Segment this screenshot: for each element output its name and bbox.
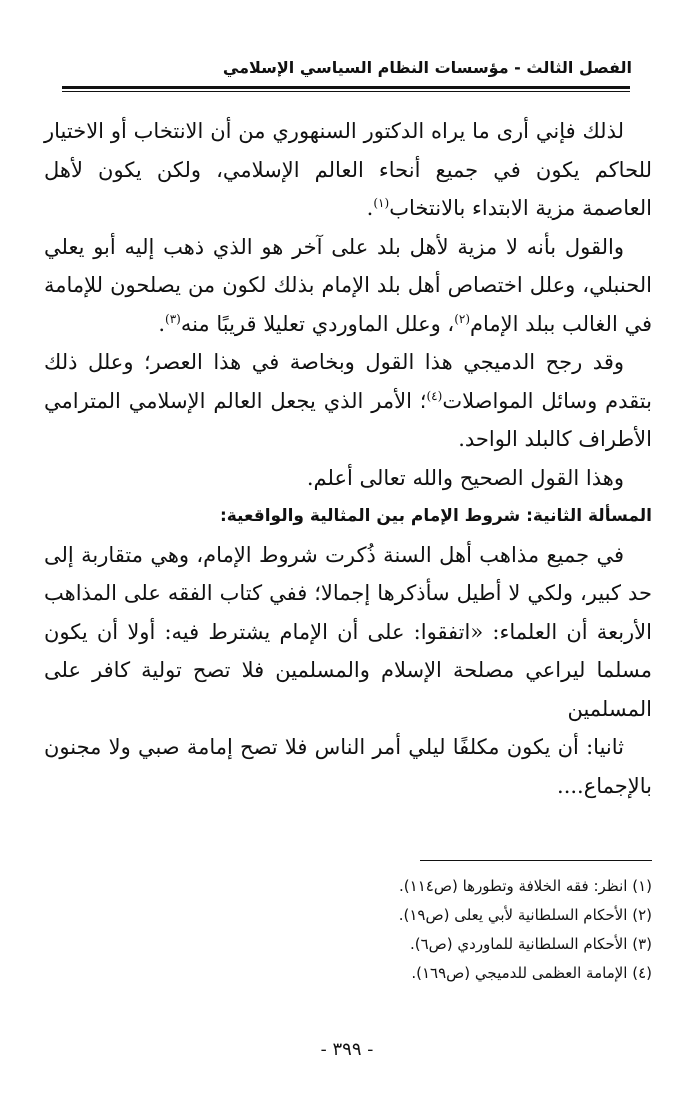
footnotes: [44, 872, 652, 988]
footnote-ref-2: (٢): [454, 311, 471, 326]
footnote-ref-4: (٤): [426, 388, 443, 403]
main-text: [44, 112, 652, 805]
header-rule-thin: [62, 91, 630, 92]
header-rule-thick: [62, 86, 630, 89]
running-header: الفصل الثالث - مؤسسات النظام السياسي الإسلامي: [222, 58, 632, 77]
footnote-ref-3: (٣): [165, 311, 181, 326]
paragraph-2: والقول بأنه لا مزية لأهل بلد على آخر هو الذي ذهب إليه أبو يعلي الحنبلي، وعلل اختصاص أهل بلد الإمام بذلك لكون من يصلحون للإمامة في الغالب ببلد الإمام$^{(٢)}$، وعلل الماوردي تعليلا قريبًا منه$^{(٣)}$.: [44, 234, 652, 336]
footnote-ref-1: (١): [373, 196, 390, 210]
footnote-4: (٤) الإمامة العظمى للدميجي (ص١٦٩).: [411, 964, 652, 982]
paragraph-4: وهذا القول الصحيح والله تعالى أعلم.: [306, 465, 624, 490]
section-heading: المسألة الثانية: شروط الإمام بين المثالية والواقعية:: [219, 506, 652, 526]
footnote-separator: [420, 860, 652, 861]
paragraph-6: ثانيا: أن يكون مكلفًا ليلي أمر الناس فلا تصح إمامة صبي ولا مجنون بالإجماع....: [44, 735, 652, 798]
paragraph-3: وقد رجح الدميجي هذا القول وبخاصة في هذا العصر؛ وعلل ذلك بتقدم وسائل المواصلات$^{(٤)}$؛ الأمر الذي يجعل العالم الإسلامي المترامي الأطراف كالبلد الواحد.: [44, 350, 652, 451]
footnote-3: (٣) الأحكام السلطانية للماوردي (ص٦).: [409, 935, 652, 953]
footnote-2: (٢) الأحكام السلطانية لأبي يعلى (ص١٩).: [398, 906, 652, 924]
paragraph-5: في جميع مذاهب أهل السنة ذُكرت شروط الإمام، وهي متقاربة إلى حد كبير، ولكي لا أطيل سأذكرها إجمالا؛ ففي كتاب الفقه على المذاهب الأربعة أن العلماء: «اتفقوا: على أن الإمام يشترط فيه: أولا أن يكون مسلما ليراعي مصلحة الإسلام والمسلمين فلا تصح تولية كافر على المسلمين: [44, 542, 652, 721]
footnote-1: (١) انظر: فقه الخلافة وتطورها (ص١١٤).: [399, 877, 652, 895]
paragraph-1: لذلك فإني أرى ما يراه الدكتور السنهوري من أن الانتخاب أو الاختيار للحاكم يكون في جميع أنحاء العالم الإسلامي، ولكن يكون لأهل العاصمة مزية الابتداء بالانتخاب$^{(١)}$.: [44, 119, 652, 220]
page-number: - ٣٩٩ -: [320, 1039, 374, 1060]
